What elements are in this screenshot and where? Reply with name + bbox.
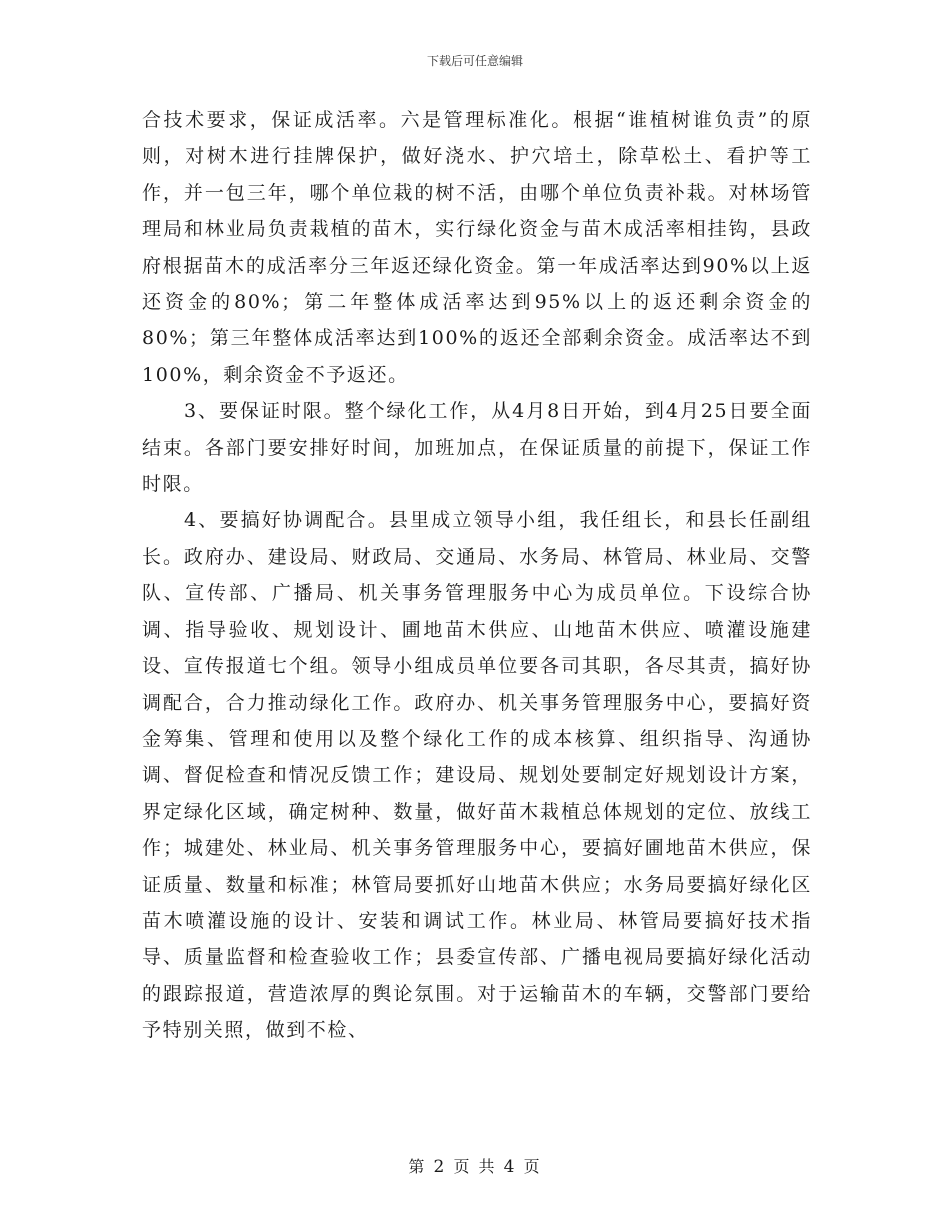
paragraph-time-limit: 3、要保证时限。整个绿化工作，从4月8日开始，到4月25日要全面结束。各部门要安排好时间，加班加点，在保证质量的前提下，保证工作时限。 <box>142 400 812 496</box>
footer-page-number: 2 <box>433 1157 447 1177</box>
footer-prefix: 第 <box>408 1157 427 1176</box>
footer-middle: 页 共 <box>453 1157 497 1176</box>
page-header: 下载后可任意编辑 <box>426 54 523 68</box>
footer-suffix: 页 <box>523 1157 542 1176</box>
document-body <box>142 102 812 1049</box>
page-footer <box>0 1154 950 1177</box>
paragraph-continued: 合技术要求，保证成活率。六是管理标准化。根据“谁植树谁负责”的原则，对树木进行挂牌保护，做好浇水、护穴培土，除草松土、看护等工作，并一包三年，哪个单位栽的树不活，由哪个单位负责补栽。对林场管理局和林业局负责栽植的苗木，实行绿化资金与苗木成活率相挂钩，县政府根据苗木的成活率分三年返还绿化资金。第一年成活率达到90%以上返还资金的80%；第二年整体成活率达到95%以上的返还剩余资金的80%；第三年整体成活率达到100%的返还全部剩余资金。成活率达不到100%，剩余资金不予返还。 <box>142 109 812 386</box>
footer-total-pages: 4 <box>503 1157 517 1177</box>
paragraph-coordination: 4、要搞好协调配合。县里成立领导小组，我任组长，和县长任副组长。政府办、建设局、财政局、交通局、水务局、林管局、林业局、交警队、宣传部、广播局、机关事务管理服务中心为成员单位。下设综合协调、指导验收、规划设计、圃地苗木供应、山地苗木供应、喷灌设施建设、宣传报道七个组。领导小组成员单位要各司其职，各尽其责，搞好协调配合，合力推动绿化工作。政府办、机关事务管理服务中心，要搞好资金筹集、管理和使用以及整个绿化工作的成本核算、组织指导、沟通协调、督促检查和情况反馈工作；建设局、规划处要制定好规划设计方案，界定绿化区域，确定树种、数量，做好苗木栽植总体规划的定位、放线工作；城建处、林业局、机关事务管理服务中心，要搞好圃地苗木供应，保证质量、数量和标准；林管局要抓好山地苗木供应；水务局要搞好绿化区苗木喷灌设施的设计、安装和调试工作。林业局、林管局要搞好技术指导、质量监督和检查验收工作；县委宣传部、广播电视局要搞好绿化活动的跟踪报道，营造浓厚的舆论氛围。对于运输苗木的车辆，交警部门要给予特别关照，做到不检、 <box>142 509 812 1042</box>
